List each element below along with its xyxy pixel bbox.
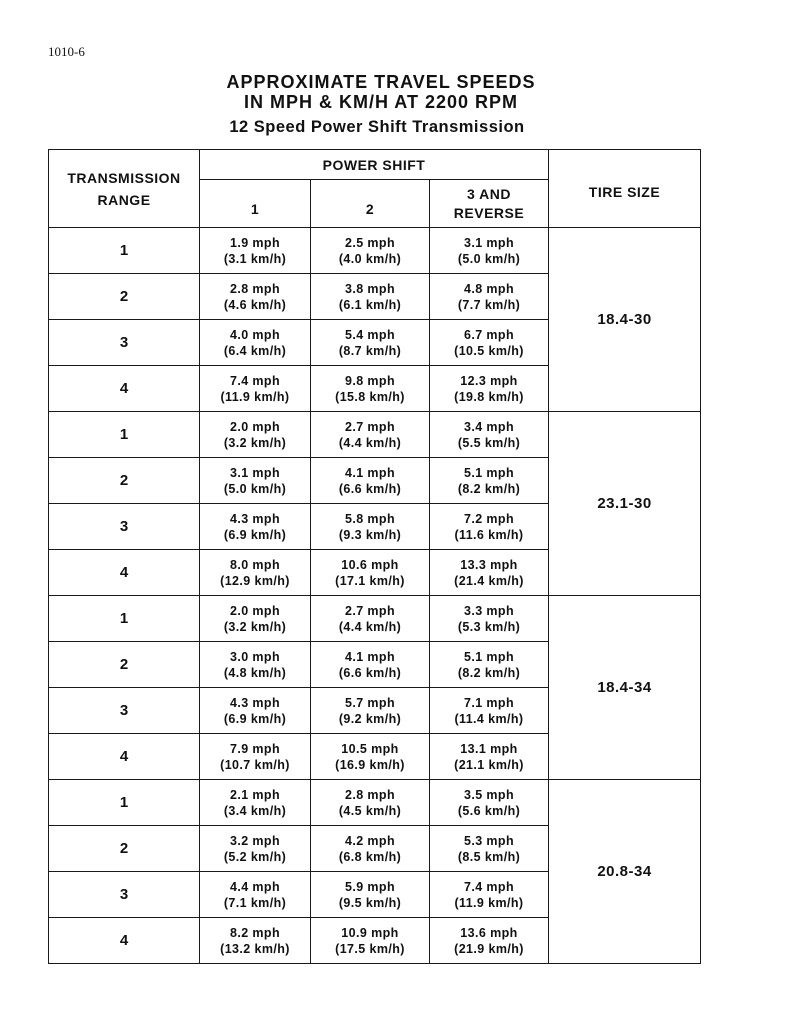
speed-mph: 2.5 mph (344, 235, 396, 250)
speed-kmh: (6.9 km/h) (223, 711, 287, 726)
speed-cell-shift-3 (430, 228, 549, 274)
speed-kmh: (3.2 km/h) (223, 619, 287, 634)
speed-mph: 5.3 mph (463, 833, 515, 848)
speed-cell-shift-1 (200, 366, 311, 412)
speed-cell-shift-2 (311, 504, 430, 550)
speed-kmh: (10.5 km/h) (454, 343, 524, 358)
speed-cell-shift-2 (311, 872, 430, 918)
speed-mph: 5.4 mph (344, 327, 396, 342)
title-line-1: APPROXIMATE TRAVEL SPEEDS (226, 72, 536, 92)
speed-kmh: (6.8 km/h) (338, 849, 402, 864)
speed-kmh: (4.4 km/h) (338, 435, 402, 450)
speed-kmh: (5.0 km/h) (223, 481, 287, 496)
transmission-range-cell: 4 (49, 734, 200, 780)
speed-cell-shift-2 (311, 826, 430, 872)
speed-cell-shift-2 (311, 458, 430, 504)
speed-mph: 8.2 mph (229, 925, 281, 940)
speed-kmh: (6.4 km/h) (223, 343, 287, 358)
tire-size-cell: 20.8-34 (549, 780, 701, 964)
table-row (49, 596, 701, 642)
speed-kmh: (5.2 km/h) (223, 849, 287, 864)
speed-cell-shift-3 (430, 596, 549, 642)
speed-kmh: (19.8 km/h) (454, 389, 524, 404)
speed-mph: 9.8 mph (344, 373, 396, 388)
speed-cell-shift-3 (430, 504, 549, 550)
speed-cell-shift-1 (200, 596, 311, 642)
speed-mph: 5.7 mph (344, 695, 396, 710)
speed-cell-shift-2 (311, 642, 430, 688)
speed-mph: 5.1 mph (463, 649, 515, 664)
speed-kmh: (8.2 km/h) (457, 665, 521, 680)
speed-kmh: (4.5 km/h) (338, 803, 402, 818)
speed-kmh: (5.6 km/h) (457, 803, 521, 818)
speed-kmh: (12.9 km/h) (220, 573, 290, 588)
speed-cell-shift-2 (311, 596, 430, 642)
header-shift-3-line1: 3 AND (467, 186, 511, 202)
table-row (49, 412, 701, 458)
speed-cell-shift-1 (200, 412, 311, 458)
speed-mph: 3.0 mph (229, 649, 281, 664)
speed-mph: 3.3 mph (463, 603, 515, 618)
speed-mph: 10.5 mph (341, 741, 399, 756)
speed-mph: 3.2 mph (229, 833, 281, 848)
transmission-range-cell: 2 (49, 458, 200, 504)
tire-size-cell: 23.1-30 (549, 412, 701, 596)
travel-speed-table (48, 149, 701, 964)
speed-mph: 4.1 mph (344, 465, 396, 480)
header-shift-3-reverse (430, 180, 549, 228)
speed-mph: 2.7 mph (344, 419, 396, 434)
transmission-range-cell: 4 (49, 366, 200, 412)
speed-kmh: (11.4 km/h) (454, 711, 524, 726)
speed-kmh: (6.6 km/h) (338, 481, 402, 496)
speed-cell-shift-1 (200, 228, 311, 274)
speed-kmh: (15.8 km/h) (335, 389, 405, 404)
speed-kmh: (11.9 km/h) (454, 895, 524, 910)
speed-mph: 13.6 mph (460, 925, 518, 940)
speed-kmh: (4.0 km/h) (338, 251, 402, 266)
speed-mph: 13.1 mph (460, 741, 518, 756)
speed-cell-shift-2 (311, 228, 430, 274)
speed-cell-shift-2 (311, 274, 430, 320)
speed-kmh: (17.1 km/h) (335, 573, 405, 588)
header-transmission-range-line2: RANGE (97, 191, 151, 208)
header-shift-2: 2 (311, 180, 430, 228)
speed-cell-shift-3 (430, 458, 549, 504)
transmission-range-cell: 3 (49, 688, 200, 734)
table-row (49, 780, 701, 826)
speed-mph: 13.3 mph (460, 557, 518, 572)
speed-kmh: (11.6 km/h) (454, 527, 524, 542)
header-tire-size: TIRE SIZE (549, 150, 701, 228)
transmission-range-cell: 1 (49, 228, 200, 274)
speed-mph: 3.5 mph (463, 787, 515, 802)
speed-mph: 7.1 mph (463, 695, 515, 710)
header-transmission-range (49, 150, 200, 228)
transmission-range-cell: 1 (49, 780, 200, 826)
speed-kmh: (17.5 km/h) (335, 941, 405, 956)
speed-mph: 3.4 mph (463, 419, 515, 434)
speed-mph: 7.9 mph (229, 741, 281, 756)
speed-kmh: (7.1 km/h) (223, 895, 287, 910)
header-shift-1: 1 (200, 180, 311, 228)
table-body (49, 228, 701, 964)
speed-kmh: (8.5 km/h) (457, 849, 521, 864)
speed-mph: 3.8 mph (344, 281, 396, 296)
speed-kmh: (5.3 km/h) (457, 619, 521, 634)
speed-mph: 4.4 mph (229, 879, 281, 894)
transmission-range-cell: 1 (49, 412, 200, 458)
speed-cell-shift-1 (200, 688, 311, 734)
speed-cell-shift-3 (430, 642, 549, 688)
speed-cell-shift-1 (200, 458, 311, 504)
transmission-range-cell: 3 (49, 504, 200, 550)
speed-cell-shift-2 (311, 550, 430, 596)
speed-mph: 5.9 mph (344, 879, 396, 894)
speed-mph: 10.9 mph (341, 925, 399, 940)
speed-cell-shift-2 (311, 780, 430, 826)
speed-kmh: (6.6 km/h) (338, 665, 402, 680)
speed-mph: 5.1 mph (463, 465, 515, 480)
tire-size-cell: 18.4-30 (549, 228, 701, 412)
title-line-2: IN MPH & KM/H AT 2200 RPM (243, 92, 519, 112)
tire-size-cell: 18.4-34 (549, 596, 701, 780)
speed-mph: 7.4 mph (463, 879, 515, 894)
transmission-range-cell: 2 (49, 826, 200, 872)
speed-mph: 2.8 mph (229, 281, 281, 296)
transmission-range-cell: 2 (49, 274, 200, 320)
speed-cell-shift-1 (200, 504, 311, 550)
speed-kmh: (5.5 km/h) (457, 435, 521, 450)
speed-mph: 2.1 mph (229, 787, 281, 802)
transmission-range-cell: 4 (49, 550, 200, 596)
speed-cell-shift-3 (430, 872, 549, 918)
header-power-shift: POWER SHIFT (200, 150, 549, 180)
speed-kmh: (7.7 km/h) (457, 297, 521, 312)
speed-kmh: (4.6 km/h) (223, 297, 287, 312)
speed-mph: 8.0 mph (229, 557, 281, 572)
speed-mph: 4.3 mph (229, 695, 281, 710)
speed-mph: 3.1 mph (463, 235, 515, 250)
speed-kmh: (3.4 km/h) (223, 803, 287, 818)
speed-kmh: (3.2 km/h) (223, 435, 287, 450)
speed-kmh: (16.9 km/h) (335, 757, 405, 772)
speed-mph: 2.8 mph (344, 787, 396, 802)
speed-cell-shift-3 (430, 780, 549, 826)
speed-kmh: (11.9 km/h) (220, 389, 290, 404)
speed-kmh: (9.5 km/h) (338, 895, 402, 910)
speed-cell-shift-3 (430, 412, 549, 458)
speed-cell-shift-1 (200, 734, 311, 780)
speed-cell-shift-1 (200, 918, 311, 964)
speed-kmh: (9.3 km/h) (338, 527, 402, 542)
speed-mph: 4.2 mph (344, 833, 396, 848)
speed-kmh: (3.1 km/h) (223, 251, 287, 266)
speed-cell-shift-1 (200, 550, 311, 596)
speed-cell-shift-1 (200, 826, 311, 872)
speed-cell-shift-1 (200, 872, 311, 918)
speed-cell-shift-2 (311, 918, 430, 964)
speed-mph: 6.7 mph (463, 327, 515, 342)
speed-mph: 4.0 mph (229, 327, 281, 342)
speed-mph: 7.2 mph (463, 511, 515, 526)
speed-cell-shift-1 (200, 320, 311, 366)
transmission-range-cell: 3 (49, 872, 200, 918)
speed-cell-shift-1 (200, 642, 311, 688)
transmission-range-cell: 2 (49, 642, 200, 688)
speed-mph: 1.9 mph (229, 235, 281, 250)
speed-mph: 12.3 mph (460, 373, 518, 388)
speed-kmh: (5.0 km/h) (457, 251, 521, 266)
transmission-range-cell: 4 (49, 918, 200, 964)
speed-cell-shift-3 (430, 274, 549, 320)
speed-cell-shift-2 (311, 320, 430, 366)
speed-kmh: (9.2 km/h) (338, 711, 402, 726)
speed-mph: 7.4 mph (229, 373, 281, 388)
speed-cell-shift-3 (430, 734, 549, 780)
speed-cell-shift-2 (311, 412, 430, 458)
speed-kmh: (4.8 km/h) (223, 665, 287, 680)
speed-kmh: (6.9 km/h) (223, 527, 287, 542)
speed-kmh: (8.2 km/h) (457, 481, 521, 496)
speed-kmh: (8.7 km/h) (338, 343, 402, 358)
header-shift-3-line2: REVERSE (453, 205, 525, 221)
speed-cell-shift-3 (430, 320, 549, 366)
speed-kmh: (21.4 km/h) (454, 573, 524, 588)
speed-cell-shift-3 (430, 826, 549, 872)
transmission-range-cell: 1 (49, 596, 200, 642)
speed-kmh: (6.1 km/h) (338, 297, 402, 312)
table-row (49, 228, 701, 274)
speed-mph: 5.8 mph (344, 511, 396, 526)
speed-mph: 3.1 mph (229, 465, 281, 480)
speed-mph: 10.6 mph (341, 557, 399, 572)
speed-kmh: (21.1 km/h) (454, 757, 524, 772)
speed-mph: 2.0 mph (229, 419, 281, 434)
speed-cell-shift-3 (430, 688, 549, 734)
speed-kmh: (4.4 km/h) (338, 619, 402, 634)
speed-mph: 2.7 mph (344, 603, 396, 618)
speed-cell-shift-2 (311, 734, 430, 780)
page-number: 1010-6 (48, 44, 85, 59)
speed-cell-shift-1 (200, 780, 311, 826)
subtitle: 12 Speed Power Shift Transmission (229, 118, 525, 136)
speed-cell-shift-2 (311, 688, 430, 734)
speed-kmh: (13.2 km/h) (220, 941, 290, 956)
speed-cell-shift-3 (430, 918, 549, 964)
speed-kmh: (21.9 km/h) (454, 941, 524, 956)
speed-cell-shift-3 (430, 550, 549, 596)
speed-mph: 4.1 mph (344, 649, 396, 664)
speed-cell-shift-1 (200, 274, 311, 320)
speed-mph: 4.8 mph (463, 281, 515, 296)
speed-mph: 4.3 mph (229, 511, 281, 526)
header-transmission-range-line1: TRANSMISSION (67, 169, 181, 186)
speed-cell-shift-3 (430, 366, 549, 412)
speed-mph: 2.0 mph (229, 603, 281, 618)
speed-cell-shift-2 (311, 366, 430, 412)
transmission-range-cell: 3 (49, 320, 200, 366)
speed-kmh: (10.7 km/h) (220, 757, 290, 772)
